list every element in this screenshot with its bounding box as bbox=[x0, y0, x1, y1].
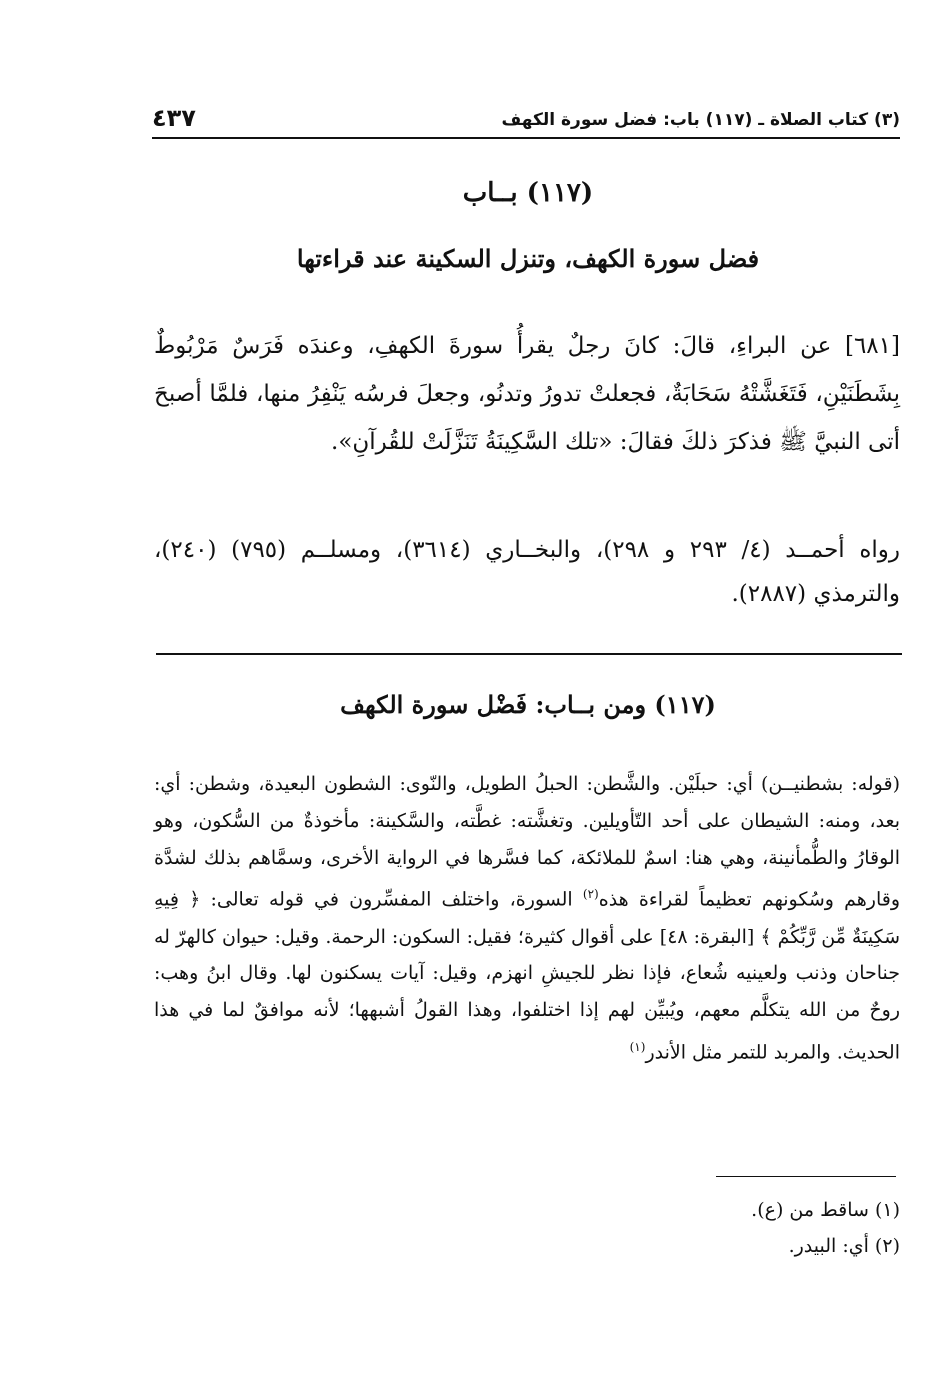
chapter-heading: (١١٧) بــاب bbox=[462, 178, 594, 208]
header-rule bbox=[152, 137, 900, 139]
hadith-text: [٦٨١] عن البراءِ، قالَ: كانَ رجلٌ يقرأُ سورةَ الكهفِ، وعندَه فَرَسٌ مَرْبُوطٌ بِشَطَنَيْنِ، فَتَغَشَّتْهُ سَحَابَةٌ، فجعلتْ تدورُ وتدنُو، وجعلَ فرسُه يَنْفِرُ منها، فلمَّا أصبحَ أتى النبيَّ ﷺ فذكرَ ذلكَ فقالَ: «تلك السَّكِينَةُ تَنَزَّلَتْ للقُرآنِ». bbox=[154, 333, 900, 455]
commentary-heading: (١١٧) ومن بــاب: فَضْل سورة الكهف bbox=[340, 690, 716, 719]
footnotes bbox=[154, 1192, 900, 1264]
chapter-title: فضل سورة الكهف، وتنزل السكينة عند قراءتها bbox=[296, 244, 760, 273]
header-title: (٣) كتاب الصلاة ـ (١١٧) باب: فضل سورة الكهف bbox=[501, 110, 900, 130]
commentary-part-1: (قوله: بشطنيــن) أي: حبلَيْن. والشَّطن: الحبلُ الطويل، والنّوى: الشطون البعيدة، وشطن: أي: بعد، ومنه: الشيطان على أحد التّأويلين. وتغشَّته: غطَّته، والسَّكينة: مأخوذةٌ من السُّكون، وهو الوقارُ والطُّمأنينة، وهي هنا: اسمٌ للملائكة، كما فسَّرها في الرواية الأخرى، وسمَّاهم بذلك لشدَّة وقارهم وسُكونهم تعظيماً لقراءة هذه bbox=[154, 773, 901, 911]
running-header bbox=[152, 104, 900, 134]
commentary-text bbox=[154, 766, 900, 1071]
footnote-ref-1: (١) bbox=[629, 1039, 646, 1054]
commentary-part-2: السورة، واختلف المفسِّرون في قوله تعالى: ﴿ فِيهِ سَكِينَةٌ مِّن رَّبِّكُمْ ﴾ [البقرة: ٤٨] على أقوال كثيرة؛ فقيل: السكون: الرحمة. وقيل: حيوان كالهرّ له جناحان وذنب ولعينيه شُعاع، فإذا نظر للجيشِ انهزم، وقيل: آيات يسكنون لها. وقال ابنُ وهب: روحٌ من الله يتكلَّم معهم، ويُبيِّن لهم إذا اختلفوا، وهذا القولُ أشبهها؛ لأنه موافقٌ لما في هذا الحديث. والمربد للتمر مثل الأندر bbox=[154, 888, 900, 1064]
footnote-ref-2: (٢) bbox=[582, 887, 599, 902]
page-number: ٤٣٧ bbox=[152, 104, 196, 132]
footnote-rule bbox=[716, 1176, 896, 1177]
section-divider bbox=[156, 653, 902, 655]
footnote-2: (٢) أي: البيدر. bbox=[788, 1235, 900, 1257]
hadith-takhrij: رواه أحمــد (٤/ ٢٩٣ و ٢٩٨)، والبخــاري (٣٦١٤)، ومسلــم (٧٩٥) (٢٤٠)، والترمذي (٢٨٨٧). bbox=[154, 537, 900, 607]
footnote-1: (١) ساقط من (ع). bbox=[751, 1199, 900, 1221]
